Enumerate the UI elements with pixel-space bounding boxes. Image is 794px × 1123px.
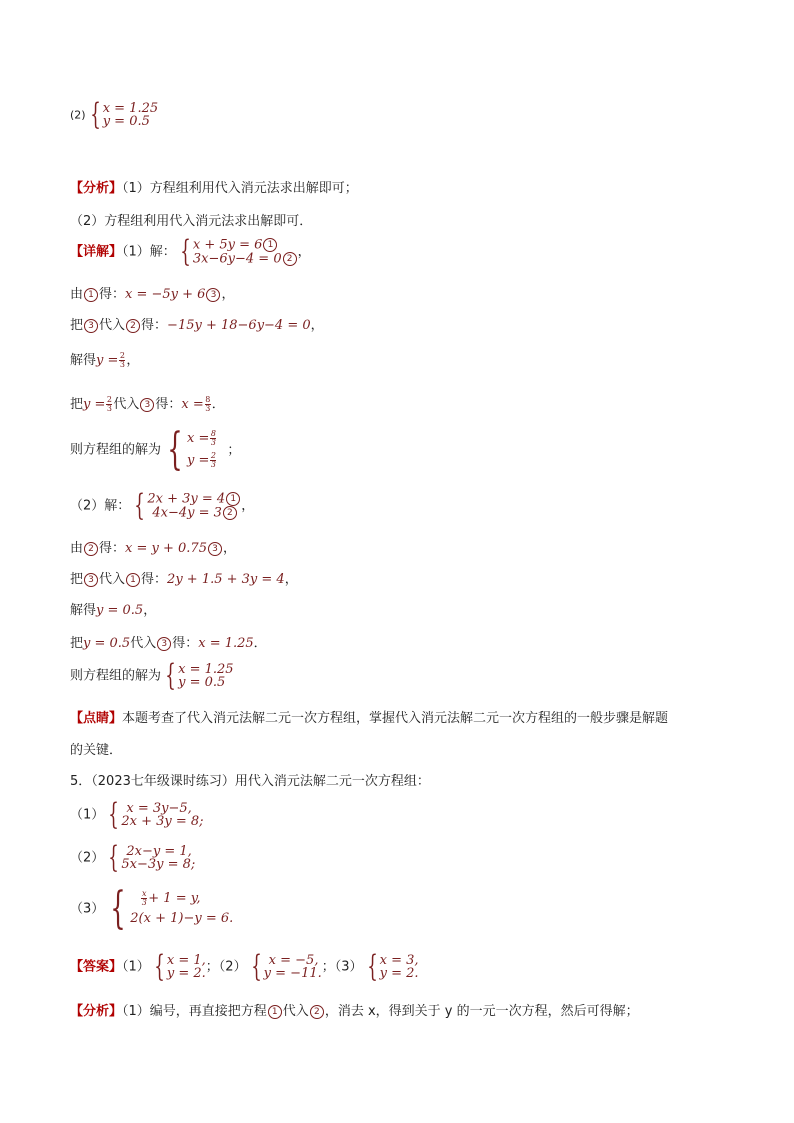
step4-den2: 3 xyxy=(205,404,211,413)
answer-a2-label: ；（2） xyxy=(205,959,247,975)
q5-p1-label: （1） xyxy=(70,807,105,823)
brace-icon: { xyxy=(134,488,146,523)
s1-prefix: 由 xyxy=(70,541,84,556)
sol2-system xyxy=(161,658,234,693)
answer-a1-label: （1） xyxy=(122,959,150,975)
sol1-xd: 3 xyxy=(210,438,216,447)
p2-eq1-row xyxy=(147,492,241,506)
q5-p3-eq1-rest: + 1 = y, xyxy=(148,891,201,906)
circled-3-icon: 3 xyxy=(157,637,171,651)
brace-icon: { xyxy=(154,949,165,984)
answer-a1-system xyxy=(150,949,206,984)
step1-suffix: ， xyxy=(221,287,235,302)
q5-p1-system xyxy=(104,797,204,832)
answer-tag: 【答案】 xyxy=(70,959,123,975)
step3-text: 解得 xyxy=(70,353,97,368)
q5-p3-fraction xyxy=(141,890,147,907)
solution1 xyxy=(70,424,241,475)
step2-mid2: 得： xyxy=(141,318,168,333)
circled-2-icon: 2 xyxy=(126,319,140,333)
detail-tag: 【详解】 xyxy=(70,244,123,260)
sol1-x-fraction xyxy=(210,430,216,447)
q5-p1-eq2: 2x + 3y = 8; xyxy=(121,814,204,829)
answer-a2-y: y = −11. xyxy=(263,966,322,981)
solution2 xyxy=(70,658,234,693)
sol1-yd: 3 xyxy=(210,460,216,469)
step4-suffix: ． xyxy=(211,397,225,412)
analysis-text1: （1）方程组利用代入消元法求出解即可； xyxy=(122,181,358,196)
q5-part1 xyxy=(70,797,204,832)
q5-p2-system xyxy=(104,840,196,875)
s4-suffix: ． xyxy=(253,636,267,651)
circled-3-icon: 3 xyxy=(208,542,222,556)
s2-math: 2y + 1.5 + 3y = 4 xyxy=(167,572,285,587)
sol1-x: x = xyxy=(187,431,210,446)
sol2-prefix: 则方程组的解为 xyxy=(70,668,162,684)
analysis-line1 xyxy=(70,177,358,196)
step2-mid: 代入 xyxy=(99,318,126,333)
circled-2-icon: 2 xyxy=(84,542,98,556)
sol1-x-row xyxy=(187,428,217,450)
sol1-y: y = xyxy=(187,453,210,468)
top-solution xyxy=(70,97,159,132)
s4-prefix: 把 xyxy=(70,636,84,651)
answer-a3-y: y = 2. xyxy=(379,966,419,981)
sol1-y-row xyxy=(187,450,217,472)
p2-eq1: 2x + 3y = 4 xyxy=(147,491,226,507)
comment-tag: 【点睛】 xyxy=(70,711,123,726)
top-solution-label: (2) xyxy=(70,108,86,122)
answer-a3-system xyxy=(363,949,419,984)
step3-den: 3 xyxy=(119,360,125,369)
s4-math2: x = 1.25 xyxy=(198,636,254,651)
step1-prefix: 由 xyxy=(70,287,84,302)
step4-num2: 8 xyxy=(205,395,211,404)
s1-suffix: ， xyxy=(222,541,236,556)
q5-part3 xyxy=(70,883,234,934)
circled-1-icon: 1 xyxy=(84,288,98,302)
circled-2-icon: 2 xyxy=(310,1005,324,1019)
circled-1-icon: 1 xyxy=(268,1005,282,1019)
step4-fraction2 xyxy=(205,396,211,413)
answer-line xyxy=(70,949,419,984)
p1-system xyxy=(176,234,298,269)
step4-num: 2 xyxy=(106,395,112,404)
s3-suffix: ， xyxy=(143,603,157,618)
step4-fraction xyxy=(106,396,112,413)
answer-a1-y: y = 2. xyxy=(166,966,206,981)
q5-p1-eq1: x = 3y−5, xyxy=(126,801,192,816)
step2 xyxy=(70,314,324,333)
brace-icon: { xyxy=(89,97,101,132)
step3-math: y = xyxy=(96,353,119,368)
sol1-xn: 8 xyxy=(210,429,216,438)
q5-p3-num: x xyxy=(142,889,147,898)
q5-p3-eq1-row xyxy=(130,889,233,909)
s1 xyxy=(70,537,236,556)
comment-text1: 本题考查了代入消元法解二元一次方程组，掌握代入消元法解二元一次方程组的一般步骤是解题 xyxy=(122,711,669,726)
analysis2-line xyxy=(70,1000,639,1019)
answer-a3-x: x = 3, xyxy=(379,953,419,968)
analysis2-tail: ，消去 x，得到关于 y 的一元一次方程，然后可得解； xyxy=(324,1004,639,1019)
circled-2-icon: 2 xyxy=(223,506,237,520)
answer-a2-system xyxy=(247,949,322,984)
brace-icon: { xyxy=(167,424,183,475)
detail-p1 xyxy=(70,234,311,269)
p1-eq2: 3x−6y−4 = 0 xyxy=(192,251,282,267)
s3-text: 解得 xyxy=(70,603,97,618)
step4 xyxy=(70,393,225,413)
analysis2-tag: 【分析】 xyxy=(70,1004,123,1019)
answer-a2-x: x = −5, xyxy=(268,953,319,968)
p2-eq2-row xyxy=(147,506,241,520)
q5-p2-eq2: 5x−3y = 8; xyxy=(121,857,196,872)
p1-suffix: ， xyxy=(297,244,311,260)
comment-line1 xyxy=(70,707,668,726)
step4-math: y = xyxy=(83,397,106,412)
sol1-system xyxy=(161,424,217,475)
comment-text2: 的关键． xyxy=(70,743,123,758)
step3 xyxy=(70,349,139,369)
s2 xyxy=(70,568,298,587)
p1-eq2-row xyxy=(193,252,298,266)
s2-suffix: ， xyxy=(284,572,298,587)
circled-3-icon: 3 xyxy=(140,398,154,412)
sol1-y-fraction xyxy=(210,452,216,469)
q5-p2-label: （2） xyxy=(70,850,105,866)
top-eq1: x = 1.25 xyxy=(102,101,159,116)
answer-a1-x: x = 1, xyxy=(166,953,206,968)
q5-part2 xyxy=(70,840,196,875)
circled-3-icon: 3 xyxy=(84,573,98,587)
circled-2-icon: 2 xyxy=(283,252,297,266)
question-5-title xyxy=(70,770,430,789)
p1-eq1-row xyxy=(193,238,298,252)
s4-math: y = 0.5 xyxy=(83,636,131,651)
circled-3-icon: 3 xyxy=(84,319,98,333)
s2-mid2: 得： xyxy=(141,572,168,587)
s1-math: x = y + 0.75 xyxy=(125,541,207,556)
circled-1-icon: 1 xyxy=(226,492,240,506)
q5-p3-label: （3） xyxy=(70,901,105,917)
detail-p1-prefix: （1）解： xyxy=(122,244,176,260)
s4-mid: 代入 xyxy=(130,636,157,651)
s2-prefix: 把 xyxy=(70,572,84,587)
s2-mid: 代入 xyxy=(99,572,126,587)
step4-den: 3 xyxy=(106,404,112,413)
q5-p3-system xyxy=(104,883,234,934)
s3-math: y = 0.5 xyxy=(96,603,144,618)
comment-line2 xyxy=(70,739,122,758)
analysis-text2: （2）方程组利用代入消元法求出解即可． xyxy=(70,214,313,229)
brace-icon: { xyxy=(366,949,378,984)
analysis2-text: （1）编号，再直接把方程 xyxy=(122,1004,267,1019)
circled-1-icon: 1 xyxy=(263,238,277,252)
answer-a3-label: ；（3） xyxy=(321,959,363,975)
step4-mid: 代入 xyxy=(113,397,140,412)
p2-suffix: ， xyxy=(241,498,255,514)
sol1-suffix: ； xyxy=(227,442,241,458)
brace-icon: { xyxy=(250,949,262,984)
step1-mid: 得： xyxy=(99,287,126,302)
circled-3-icon: 3 xyxy=(206,288,220,302)
q5-title-text: 5．（2023七年级课时练习）用代入消元法解二元一次方程组： xyxy=(70,774,430,789)
step2-math: −15y + 18−6y−4 = 0 xyxy=(167,318,311,333)
s1-mid: 得： xyxy=(99,541,126,556)
p2-eq2: 4x−4y = 3 xyxy=(152,505,222,521)
q5-p2-eq1: 2x−y = 1, xyxy=(126,844,192,859)
analysis-tag: 【分析】 xyxy=(70,181,123,196)
circled-1-icon: 1 xyxy=(126,573,140,587)
detail-p2-prefix: （2）解： xyxy=(70,498,131,514)
p2-system xyxy=(130,488,241,523)
sol1-prefix: 则方程组的解为 xyxy=(70,442,162,458)
p1-eq1: x + 5y = 6 xyxy=(192,237,263,253)
step1-math: x = −5y + 6 xyxy=(125,287,206,302)
top-eq2: y = 0.5 xyxy=(102,114,150,129)
brace-icon: { xyxy=(108,840,120,875)
brace-icon: { xyxy=(165,658,176,693)
sol1-yn: 2 xyxy=(210,451,216,460)
sol2-x: x = 1.25 xyxy=(178,662,234,677)
sol2-y: y = 0.5 xyxy=(178,675,226,690)
brace-icon: { xyxy=(108,797,120,832)
analysis2-mid: 代入 xyxy=(282,1004,309,1019)
s3 xyxy=(70,599,156,618)
step1 xyxy=(70,283,234,302)
top-system xyxy=(86,97,159,132)
step4-prefix: 把 xyxy=(70,397,84,412)
step4-mid2: 得： xyxy=(155,397,182,412)
step2-prefix: 把 xyxy=(70,318,84,333)
detail-p2 xyxy=(70,488,255,523)
step2-suffix: ， xyxy=(310,318,324,333)
s4-mid2: 得： xyxy=(172,636,199,651)
q5-p3-eq2: 2(x + 1)−y = 6. xyxy=(130,911,234,926)
brace-icon: { xyxy=(180,234,191,269)
step3-fraction xyxy=(119,352,125,369)
step3-suffix: ， xyxy=(126,353,140,368)
brace-icon: { xyxy=(110,883,126,934)
analysis-line2 xyxy=(70,210,312,229)
step3-num: 2 xyxy=(119,351,125,360)
step4-math2: x = xyxy=(181,397,204,412)
s4 xyxy=(70,632,267,651)
q5-p3-den: 3 xyxy=(141,898,147,907)
